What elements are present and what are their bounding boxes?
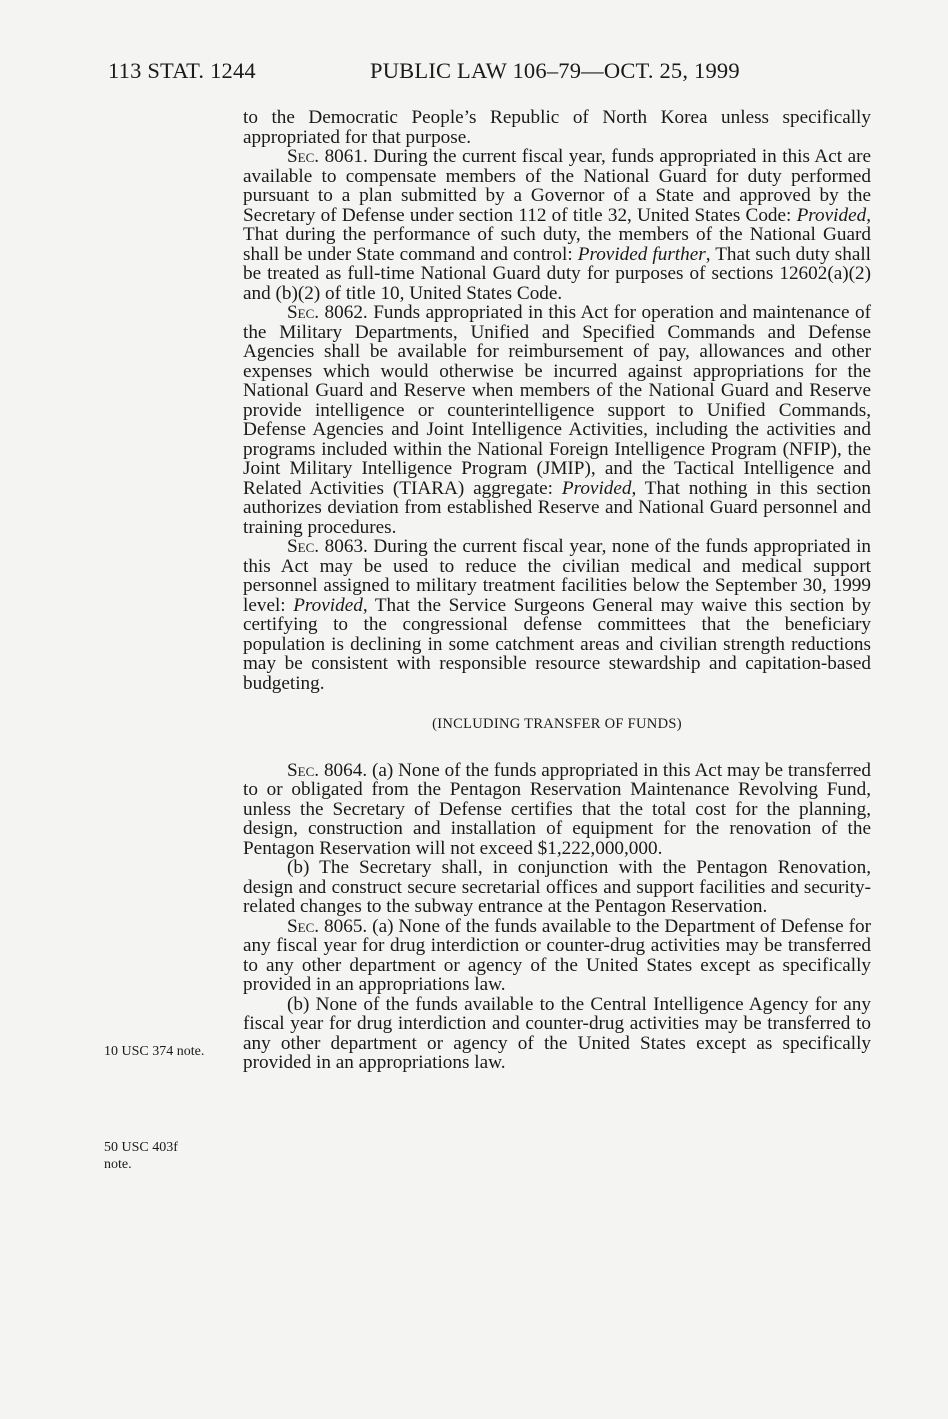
section-text: 8061. During the current fiscal year, funds appropriated in this Act are available to compensate members of the National Guard for duty performed pursuant to a plan submitted by a Governor of a State and approved by the Secretary of Defense under section 112 of title 32, United States Code: xyxy=(243,146,871,226)
document-body xyxy=(243,108,871,1073)
section-text: , That the Service Surgeons General may waive this section by certifying to the congressional defense committees that the beneficiary population is declining in some catchment areas and civilian strength reductions may be consistent with responsible resource stewardship and capitation-based budgeting. xyxy=(243,594,871,694)
section-text: 8063. During the current fiscal year, none of the funds appropriated in this Act may be used to reduce the civilian medical and medical support personnel assigned to military treatment facilities below the September 30, 1999 level: xyxy=(243,536,871,616)
section-8061 xyxy=(243,147,871,303)
margin-note-50usc403f xyxy=(104,1139,234,1173)
section-8063 xyxy=(243,537,871,693)
italic-proviso: Provided xyxy=(561,477,632,499)
margin-note-line: 50 USC 403f xyxy=(104,1140,178,1155)
section-8064-b xyxy=(243,858,871,917)
section-text: , That such duty shall be treated as full-time National Guard duty for purposes of sections 12602(a)(2) and (b)(2) of title 10, United States Code. xyxy=(243,243,871,304)
section-text: 8064. (a) None of the funds appropriated in this Act may be transferred to or obligated from the Pentagon Reservation Maintenance Revolving Fund, unless the Secretary of Defense certifies that the total cost for the planning, design, construction and installation of equipment for the renovation of the Pentagon Reservation will not exceed $1,222,000,000. xyxy=(243,759,871,859)
public-law-title: PUBLIC LAW 106–79—OCT. 25, 1999 xyxy=(370,58,740,83)
margin-note-line: note. xyxy=(104,1157,132,1172)
section-8064-a xyxy=(243,761,871,859)
section-label: Sec. xyxy=(287,302,320,323)
section-text: , That nothing in this section authorizes deviation from established Reserve and National Guard personnel and training procedures. xyxy=(243,477,871,538)
section-8065-b xyxy=(243,995,871,1073)
section-label: Sec. xyxy=(287,915,320,937)
section-8062 xyxy=(243,303,871,537)
section-label: Sec. xyxy=(287,536,320,557)
paragraph-text: to the Democratic People’s Republic of North Korea unless specifically appropriated for that purpose. xyxy=(243,107,871,148)
section-text: 8065. (a) None of the funds available to the Department of Defense for any fiscal year for drug interdiction or counter-drug activities may be transferred to any other department or agency of the United States except as specifically provided in an appropriations law. xyxy=(243,915,871,995)
statute-page-number: 113 STAT. 1244 xyxy=(108,58,256,83)
section-label: Sec. xyxy=(287,759,320,781)
margin-note-10usc374: 10 USC 374 note. xyxy=(104,1044,205,1059)
section-label: Sec. xyxy=(287,146,320,167)
section-text: 8062. Funds appropriated in this Act for operation and maintenance of the Military Departments, Unified and Specified Commands and Defense Agencies shall be available for reimbursement of pay, allowances and other expenses which would otherwise be incurred against appropriations for the National Guard and Reserve when members of the National Guard and Reserve provide intelligence or counterintelligence support to Unified Commands, Defense Agencies and Joint Intelligence Activities, including the activities and programs included within the National Foreign Intelligence Program (NFIP), the Joint Military Intelligence Program (JMIP), and the Tactical Intelligence and Related Activities (TIARA) aggregate: xyxy=(243,302,871,499)
italic-proviso: Provided xyxy=(293,594,363,616)
section-text: , That during the performance of such duty, the members of the National Guard shall be under State command and control: xyxy=(243,204,871,265)
section-text: (b) None of the funds available to the Central Intelligence Agency for any fiscal year for drug interdiction and counter-drug activities may be transferred to any other department or agency of the United States except as specifically provided in an appropriations law. xyxy=(243,993,871,1073)
section-8065-a xyxy=(243,917,871,995)
section-text: (b) The Secretary shall, in conjunction with the Pentagon Renovation, design and construct secure secretarial offices and support facilities and security-related changes to the subway entrance at the Pentagon Reservation. xyxy=(243,857,871,917)
paragraph-continuation xyxy=(243,108,871,147)
section-heading: (INCLUDING TRANSFER OF FUNDS) xyxy=(432,716,682,732)
italic-proviso: Provided xyxy=(796,204,867,226)
italic-proviso: Provided further xyxy=(577,243,706,265)
